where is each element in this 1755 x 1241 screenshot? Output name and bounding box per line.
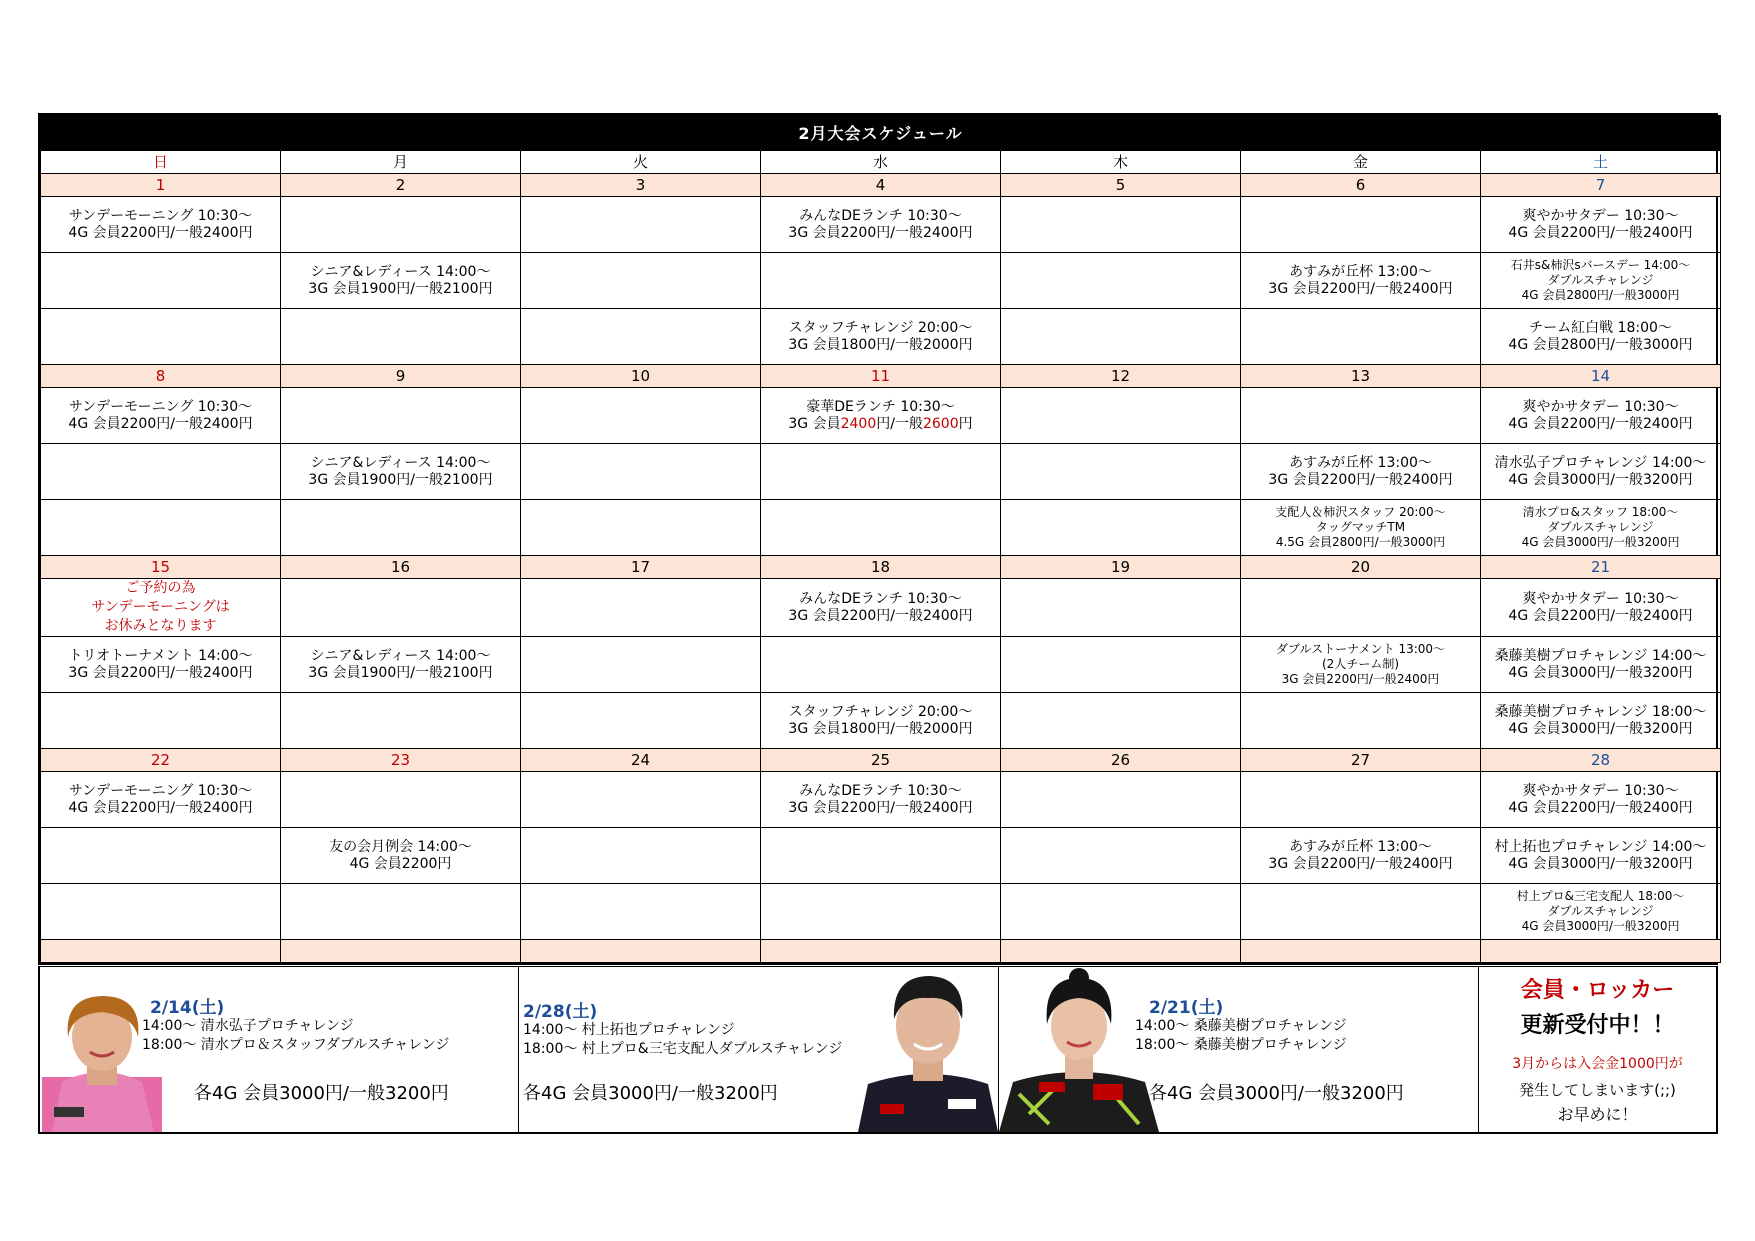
event-text: 3G 会員1800円/一般2000円 (788, 720, 973, 737)
event-text: 3G 会員2200円/一般2400円 (788, 607, 973, 624)
promo-date: 2/21(土) (1149, 998, 1224, 1018)
date-cell: 5 (1001, 174, 1241, 197)
event-cell (1481, 579, 1721, 637)
event-cell (521, 637, 761, 693)
event-text: あすみが丘杯 13:00～ (1289, 454, 1432, 471)
membership-notice (1479, 967, 1716, 1132)
event-cell (521, 197, 761, 253)
event-text: あすみが丘杯 13:00～ (1289, 263, 1432, 280)
event-text: 清水プロ&スタッフ 18:00～ (1522, 505, 1679, 519)
promo-panel-shimizu (40, 967, 519, 1132)
event-text: タッグマッチTM (1315, 520, 1406, 534)
event-text: 4G 会員3000円/一般3200円 (1521, 535, 1680, 549)
date-row (41, 174, 1721, 197)
event-cell (761, 444, 1001, 500)
event-text: みんなDEランチ 10:30～ (799, 782, 962, 799)
event-cell (1241, 197, 1481, 253)
event-cell (521, 579, 761, 637)
promo-price: 各4G 会員3000円/一般3200円 (523, 1083, 778, 1104)
weekday-header (41, 151, 1721, 174)
event-text: 4G 会員2200円/一般2400円 (1508, 224, 1693, 241)
event-cell (1001, 828, 1241, 884)
event-cell (1001, 579, 1241, 637)
event-cell (281, 693, 521, 749)
event-cell (281, 884, 521, 940)
event-text: 4G 会員2800円/一般3000円 (1508, 336, 1693, 353)
event-text: 石井s&柿沢sバースデー 14:00～ (1510, 258, 1691, 272)
event-cell (1481, 253, 1721, 309)
event-text: スタッフチャレンジ 20:00～ (788, 319, 973, 336)
event-cell (761, 579, 1001, 637)
date-cell: 18 (761, 556, 1001, 579)
page-title: 2月大会スケジュール (41, 116, 1721, 151)
event-cell (1481, 828, 1721, 884)
event-cell (281, 309, 521, 365)
date-cell: 20 (1241, 556, 1481, 579)
weekday-3: 水 (761, 151, 1001, 174)
promo-line-2: 18:00～ 清水プロ＆スタッフダブルスチャレンジ (142, 1037, 450, 1053)
event-cell (281, 828, 521, 884)
event-cell (761, 309, 1001, 365)
event-cell (1241, 309, 1481, 365)
date-row (41, 365, 1721, 388)
weekday-1: 月 (281, 151, 521, 174)
date-cell: 14 (1481, 365, 1721, 388)
event-text: 3G 会員1800円/一般2000円 (788, 336, 973, 353)
event-text: チーム紅白戦 18:00～ (1529, 319, 1672, 336)
event-text: 4G 会員3000円/一般3200円 (1508, 471, 1693, 488)
event-row (41, 772, 1721, 828)
event-row (41, 309, 1721, 365)
event-text: 4G 会員2200円/一般2400円 (68, 799, 253, 816)
date-cell: 2 (281, 174, 521, 197)
event-text: ご予約の為 (125, 580, 196, 596)
notice-closing: お早めに！ (1557, 1105, 1638, 1124)
event-cell (761, 693, 1001, 749)
event-cell (1241, 253, 1481, 309)
date-cell: 19 (1001, 556, 1241, 579)
event-text: 4G 会員3000円/一般3200円 (1508, 855, 1693, 872)
event-text: 3G 会員2400円/一般2600円 (788, 415, 973, 432)
event-cell (521, 772, 761, 828)
event-text: 3G 会員2200円/一般2400円 (68, 664, 253, 681)
event-text: 4G 会員2800円/一般3000円 (1521, 288, 1680, 302)
promo-panel-kuwafuji (999, 967, 1479, 1132)
event-text: 村上プロ&三宅支配人 18:00～ (1516, 889, 1685, 903)
event-cell (1001, 500, 1241, 556)
blank-cell (761, 940, 1001, 963)
event-row (41, 197, 1721, 253)
event-cell (1241, 772, 1481, 828)
event-text: 豪華DEランチ 10:30～ (806, 398, 955, 415)
event-text: 爽やかサタデー 10:30～ (1522, 207, 1679, 224)
event-text: 3G 会員2200円/一般2400円 (1268, 280, 1453, 297)
date-cell: 1 (41, 174, 281, 197)
event-cell (281, 388, 521, 444)
event-cell (1241, 500, 1481, 556)
event-text: (2人チーム制) (1322, 657, 1399, 671)
date-cell: 13 (1241, 365, 1481, 388)
event-text: ダブルスチャレンジ (1547, 273, 1654, 287)
date-cell: 27 (1241, 749, 1481, 772)
event-text: 村上拓也プロチャレンジ 14:00～ (1494, 838, 1707, 855)
event-row (41, 884, 1721, 940)
event-cell (1481, 444, 1721, 500)
event-text: 4G 会員2200円/一般2400円 (1508, 415, 1693, 432)
event-text: 友の会月例会 14:00～ (329, 838, 472, 855)
event-cell (1001, 637, 1241, 693)
event-text: 3G 会員2200円/一般2400円 (788, 224, 973, 241)
event-text: 支配人＆柿沢スタッフ 20:00～ (1275, 505, 1446, 519)
event-text: 爽やかサタデー 10:30～ (1522, 398, 1679, 415)
blank-cell (1241, 940, 1481, 963)
date-cell: 26 (1001, 749, 1241, 772)
date-cell: 15 (41, 556, 281, 579)
weekday-6: 土 (1481, 151, 1721, 174)
event-cell (1241, 388, 1481, 444)
event-text: 桑藤美樹プロチャレンジ 14:00～ (1494, 647, 1707, 664)
event-text: サンデーモーニング 10:30～ (68, 207, 253, 224)
event-cell (41, 500, 281, 556)
promo-date: 2/14(土) (150, 998, 225, 1018)
event-text: 4G 会員2200円/一般2400円 (1508, 607, 1693, 624)
event-cell (1481, 772, 1721, 828)
blank-row (41, 940, 1721, 963)
event-cell (521, 828, 761, 884)
pro-photo-murakami (858, 967, 998, 1132)
event-text: 3G 会員1900円/一般2100円 (308, 664, 493, 681)
event-cell (41, 828, 281, 884)
event-text: シニア&レディース 14:00～ (310, 647, 491, 664)
event-text: 3G 会員2200円/一般2400円 (1281, 672, 1440, 686)
event-cell (1001, 884, 1241, 940)
promo-line-2: 18:00～ 桑藤美樹プロチャレンジ (1135, 1037, 1347, 1053)
date-cell: 10 (521, 365, 761, 388)
weekday-5: 金 (1241, 151, 1481, 174)
event-text: 4G 会員2200円/一般2400円 (68, 415, 253, 432)
pro-photo-shimizu (42, 982, 162, 1132)
promo-line-1: 14:00～ 清水弘子プロチャレンジ (142, 1018, 354, 1034)
blank-cell (521, 940, 761, 963)
event-text: ダブルストーナメント 13:00～ (1275, 642, 1446, 656)
event-cell (1241, 579, 1481, 637)
promo-line-1: 14:00～ 村上拓也プロチャレンジ (523, 1022, 735, 1038)
event-text: サンデーモーニング 10:30～ (68, 782, 253, 799)
event-cell (761, 772, 1001, 828)
promo-price: 各4G 会員3000円/一般3200円 (194, 1083, 449, 1104)
event-cell (521, 444, 761, 500)
blank-cell (1001, 940, 1241, 963)
date-cell: 17 (521, 556, 761, 579)
notice-text: 発生してしまいます(;;) (1519, 1081, 1676, 1099)
promo-row (38, 966, 1718, 1134)
date-cell: 25 (761, 749, 1001, 772)
event-text: 桑藤美樹プロチャレンジ 18:00～ (1494, 703, 1707, 720)
event-cell (1481, 309, 1721, 365)
event-cell (1001, 253, 1241, 309)
event-cell (281, 500, 521, 556)
event-text: 4G 会員2200円/一般2400円 (68, 224, 253, 241)
event-text: 3G 会員1900円/一般2100円 (308, 471, 493, 488)
event-cell (761, 388, 1001, 444)
event-cell (41, 579, 281, 637)
notice-subheading: 更新受付中！！ (1520, 1013, 1675, 1038)
event-text: 清水弘子プロチャレンジ 14:00～ (1494, 454, 1707, 471)
promo-price: 各4G 会員3000円/一般3200円 (1149, 1083, 1404, 1104)
event-cell (41, 309, 281, 365)
event-cell (521, 884, 761, 940)
event-cell (761, 500, 1001, 556)
event-text: お休みとなります (104, 618, 217, 634)
event-cell (521, 388, 761, 444)
date-cell: 6 (1241, 174, 1481, 197)
event-cell (1001, 309, 1241, 365)
event-row (41, 637, 1721, 693)
event-text: 3G 会員2200円/一般2400円 (788, 799, 973, 816)
event-cell (521, 693, 761, 749)
event-text: 3G 会員2200円/一般2400円 (1268, 471, 1453, 488)
event-cell (41, 637, 281, 693)
event-text: みんなDEランチ 10:30～ (799, 590, 962, 607)
promo-date: 2/28(土) (523, 1002, 598, 1022)
event-cell (41, 693, 281, 749)
blank-cell (281, 940, 521, 963)
event-cell (1001, 693, 1241, 749)
event-cell (1001, 772, 1241, 828)
weekday-4: 木 (1001, 151, 1241, 174)
event-cell (761, 253, 1001, 309)
event-text: ダブルスチャレンジ (1547, 520, 1654, 534)
event-cell (1001, 388, 1241, 444)
promo-line-2: 18:00～ 村上プロ&三宅支配人ダブルスチャレンジ (523, 1041, 843, 1057)
event-text: 4G 会員3000円/一般3200円 (1508, 664, 1693, 681)
event-cell (1001, 197, 1241, 253)
blank-cell (41, 940, 281, 963)
event-cell (761, 828, 1001, 884)
event-row (41, 388, 1721, 444)
event-cell (521, 309, 761, 365)
event-cell (281, 637, 521, 693)
event-cell (521, 253, 761, 309)
event-cell (41, 772, 281, 828)
event-text: 爽やかサタデー 10:30～ (1522, 782, 1679, 799)
event-cell (1241, 693, 1481, 749)
event-row (41, 693, 1721, 749)
event-text: 3G 会員1900円/一般2100円 (308, 280, 493, 297)
event-cell (1481, 197, 1721, 253)
date-cell: 24 (521, 749, 761, 772)
event-cell (1241, 637, 1481, 693)
date-cell: 8 (41, 365, 281, 388)
date-row (41, 556, 1721, 579)
event-cell (1481, 637, 1721, 693)
date-cell: 21 (1481, 556, 1721, 579)
date-cell: 4 (761, 174, 1001, 197)
event-cell (41, 197, 281, 253)
date-cell: 16 (281, 556, 521, 579)
event-text: ダブルスチャレンジ (1547, 904, 1654, 918)
event-cell (761, 197, 1001, 253)
event-row (41, 828, 1721, 884)
event-cell (41, 253, 281, 309)
date-cell: 28 (1481, 749, 1721, 772)
weekday-0: 日 (41, 151, 281, 174)
event-text: 3G 会員2200円/一般2400円 (1268, 855, 1453, 872)
event-cell (1001, 444, 1241, 500)
event-cell (281, 772, 521, 828)
date-cell: 12 (1001, 365, 1241, 388)
notice-heading: 会員・ロッカー (1520, 978, 1675, 1003)
event-row (41, 579, 1721, 637)
calendar-table (40, 115, 1721, 963)
event-text: 4.5G 会員2800円/一般3000円 (1275, 535, 1446, 549)
event-row (41, 444, 1721, 500)
event-cell (1481, 693, 1721, 749)
event-cell (1481, 500, 1721, 556)
date-cell: 23 (281, 749, 521, 772)
event-text: みんなDEランチ 10:30～ (799, 207, 962, 224)
event-text: 4G 会員2200円 (349, 855, 452, 872)
event-text: あすみが丘杯 13:00～ (1289, 838, 1432, 855)
event-cell (41, 444, 281, 500)
event-cell (41, 388, 281, 444)
event-cell (761, 884, 1001, 940)
event-cell (1241, 828, 1481, 884)
event-cell (1481, 388, 1721, 444)
event-cell (281, 444, 521, 500)
date-cell: 9 (281, 365, 521, 388)
event-text: 爽やかサタデー 10:30～ (1522, 590, 1679, 607)
event-cell (761, 637, 1001, 693)
event-cell (281, 197, 521, 253)
date-cell: 22 (41, 749, 281, 772)
weekday-2: 火 (521, 151, 761, 174)
event-cell (521, 500, 761, 556)
event-cell (1241, 884, 1481, 940)
event-cell (1241, 444, 1481, 500)
event-text: シニア&レディース 14:00～ (310, 454, 491, 471)
date-cell: 7 (1481, 174, 1721, 197)
date-row (41, 749, 1721, 772)
event-cell (1481, 884, 1721, 940)
event-text: 4G 会員2200円/一般2400円 (1508, 799, 1693, 816)
event-cell (281, 253, 521, 309)
date-cell: 11 (761, 365, 1001, 388)
blank-cell (1481, 940, 1721, 963)
date-cell: 3 (521, 174, 761, 197)
event-text: サンデーモーニングは (91, 599, 230, 615)
event-text: 4G 会員3000円/一般3200円 (1521, 919, 1680, 933)
promo-panel-murakami (519, 967, 999, 1132)
schedule-sheet (38, 113, 1718, 965)
event-cell (41, 884, 281, 940)
event-text: 4G 会員3000円/一般3200円 (1508, 720, 1693, 737)
event-text: サンデーモーニング 10:30～ (68, 398, 253, 415)
promo-line-1: 14:00～ 桑藤美樹プロチャレンジ (1135, 1018, 1347, 1034)
event-text: シニア&レディース 14:00～ (310, 263, 491, 280)
event-row (41, 500, 1721, 556)
event-text: トリオトーナメント 14:00～ (68, 647, 253, 664)
notice-fee: 3月からは入会金1000円が (1512, 1056, 1683, 1072)
event-cell (281, 579, 521, 637)
event-text: スタッフチャレンジ 20:00～ (788, 703, 973, 720)
event-row (41, 253, 1721, 309)
